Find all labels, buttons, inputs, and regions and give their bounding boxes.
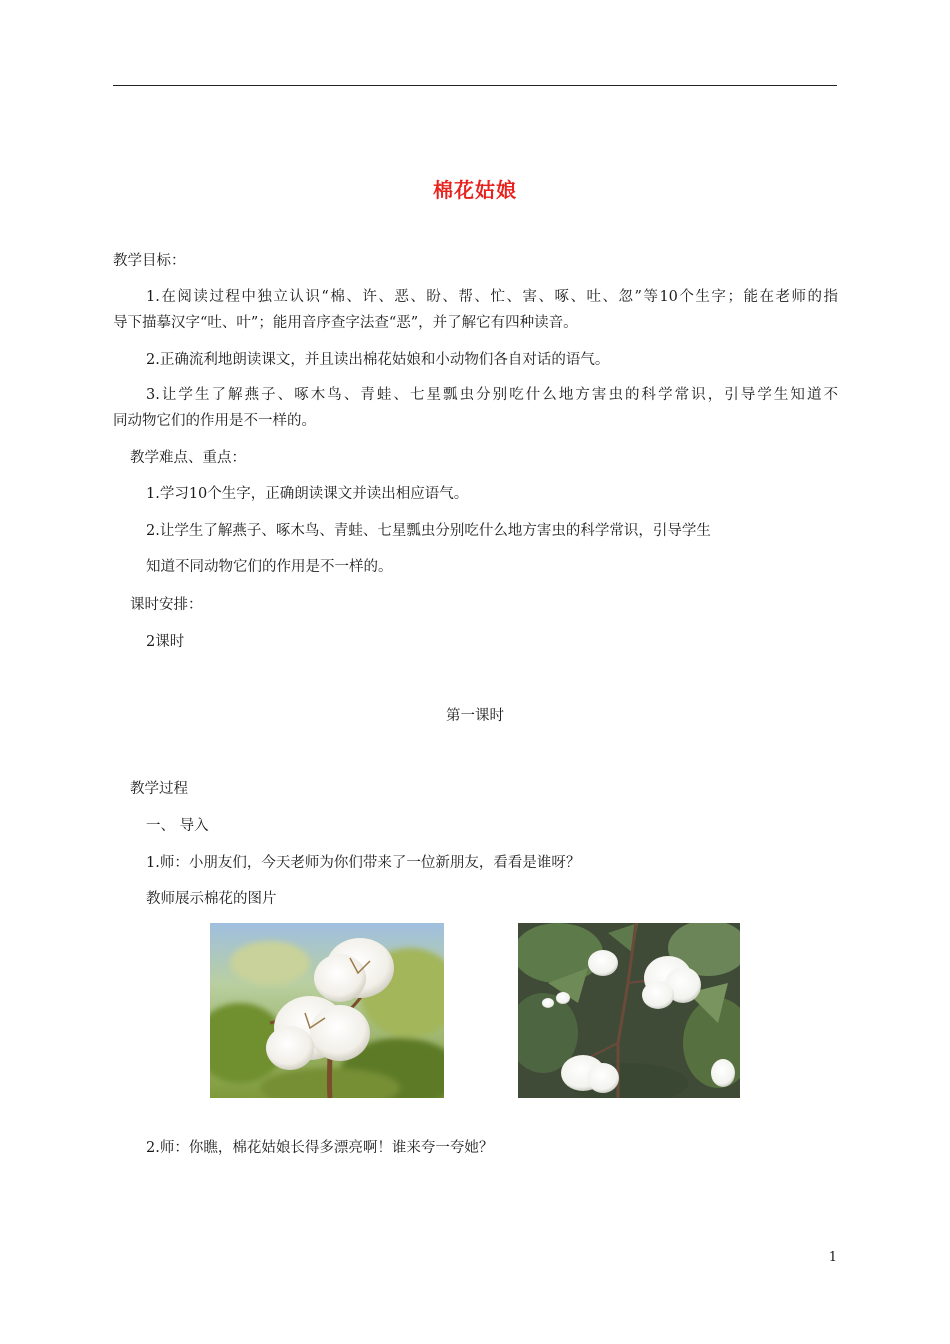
cotton-photo-closeup — [210, 923, 444, 1098]
objective-3-line-1: 3.让学生了解燕子、啄木鸟、青蛙、七星瓢虫分别吃什么地方害虫的科学常识，引导学生知道不 — [146, 387, 838, 403]
objective-2: 2.正确流利地朗读课文，并且读出棉花姑娘和小动物们各自对话的语气。 — [146, 352, 610, 368]
header-rule — [113, 85, 837, 86]
objective-1-line-1: 1.在阅读过程中独立认识“棉、许、恶、盼、帮、忙、害、啄、吐、忽”等10个生字；能在老师的指 — [146, 289, 838, 305]
key-points-heading: 教学难点、重点： — [130, 450, 246, 466]
key-point-1: 1.学习10个生字，正确朗读课文并读出相应语气。 — [146, 486, 469, 502]
objective-3-line-2: 同动物它们的作用是不一样的。 — [113, 413, 316, 429]
cotton-photo-plant — [518, 923, 740, 1098]
objectives-heading: 教学目标： — [113, 253, 186, 269]
step-1: 1.师：小朋友们，今天老师为你们带来了一位新朋友，看看是谁呀？ — [146, 855, 581, 871]
schedule-heading: 课时安排： — [130, 597, 203, 613]
page-title: 棉花姑娘 — [433, 178, 517, 202]
page-number: 1 — [828, 1250, 837, 1265]
process-heading: 教学过程 — [130, 781, 188, 797]
schedule-value: 2课时 — [146, 634, 185, 650]
key-point-2-line-1: 2.让学生了解燕子、啄木鸟、青蛙、七星瓢虫分别吃什么地方害虫的科学常识，引导学生 — [146, 523, 711, 539]
step-2: 2.师：你瞧，棉花姑娘长得多漂亮啊！谁来夸一夸她？ — [146, 1140, 494, 1156]
step-1-note: 教师展示棉花的图片 — [146, 891, 277, 907]
objective-1-line-2: 导下描摹汉字“吐、叶”；能用音序查字法查“恶”，并了解它有四种读音。 — [113, 315, 578, 331]
key-point-2-line-2: 知道不同动物它们的作用是不一样的。 — [146, 559, 393, 575]
lesson-title: 第一课时 — [446, 708, 504, 724]
section-intro: 一、 导入 — [146, 818, 209, 834]
